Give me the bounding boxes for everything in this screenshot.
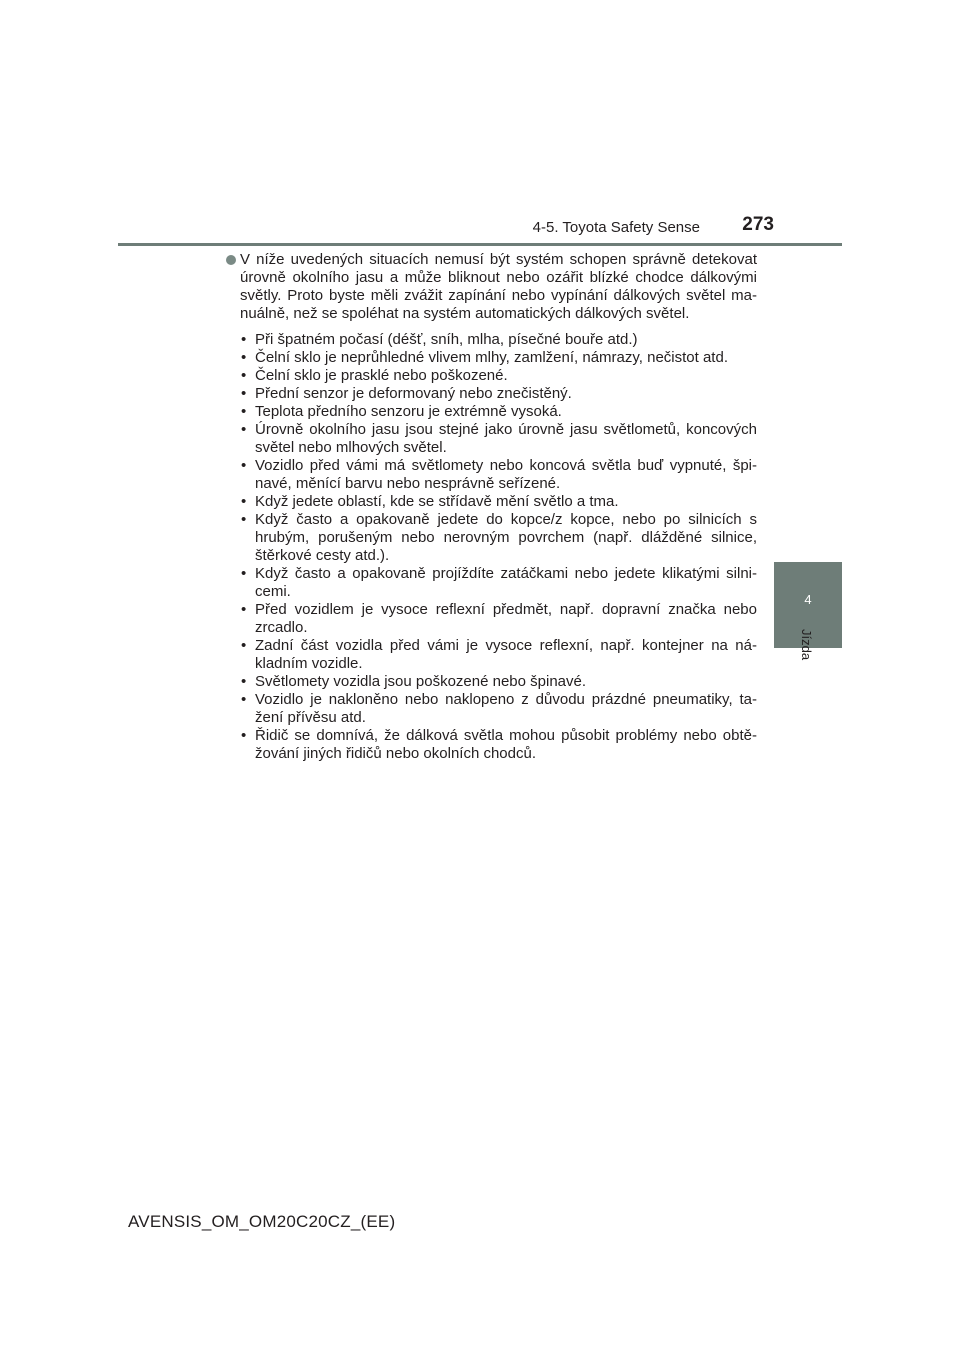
bullet-icon: •: [241, 727, 247, 744]
chapter-number: 4: [804, 592, 812, 607]
main-content: [226, 251, 757, 763]
list-item: [240, 457, 757, 493]
list-item-text: Když často a opakovaně projíždíte zatáčkami nebo jedete klikatými silni-cemi.: [255, 565, 757, 600]
bullet-icon: •: [241, 421, 247, 438]
note-paragraph: [226, 251, 757, 323]
note-text: V níže uvedených situacích nemusí být systém schopen správně detekovat úrovně okolního jasu a může bliknout nebo ozářit blízké chodce dálkovými světly. Proto byste měli zvážit zapínání nebo vypínání dálkových světel ma-nuálně, než se spoléhat na systém automatických dálkových světel.: [240, 251, 757, 322]
page-number: 273: [742, 214, 774, 235]
list-item-text: Světlomety vozidla jsou poškozené nebo špinavé.: [255, 673, 587, 690]
list-item-text: Čelní sklo je prasklé nebo poškozené.: [255, 367, 508, 384]
note-bullet-icon: [226, 255, 236, 265]
list-item: [240, 727, 757, 763]
list-item-text: Čelní sklo je neprůhledné vlivem mlhy, zamlžení, námrazy, nečistot atd.: [255, 349, 728, 366]
bullet-icon: •: [241, 403, 247, 420]
list-item-text: Při špatném počasí (déšť, sníh, mlha, písečné bouře atd.): [255, 331, 638, 348]
bullet-icon: •: [241, 637, 247, 654]
list-item-text: Když často a opakovaně jedete do kopce/z kopce, nebo po silnicích s hrubým, porušeným nebo nerovným povrchem (např. dlážděné silnice, štěrkové cesty atd.).: [255, 511, 757, 564]
list-item: [240, 601, 757, 637]
bullet-icon: •: [241, 673, 247, 690]
list-item: [240, 565, 757, 601]
header-divider: [118, 243, 842, 246]
bullet-icon: •: [241, 493, 247, 510]
bullet-icon: •: [241, 457, 247, 474]
list-item-text: Před vozidlem je vysoce reflexní předmět, např. dopravní značka nebo zrcadlo.: [255, 601, 757, 636]
list-item-text: Zadní část vozidla před vámi je vysoce reflexní, např. kontejner na ná-kladním vozidle.: [255, 637, 757, 672]
list-item: [240, 691, 757, 727]
list-item: [240, 367, 757, 385]
list-item: [240, 403, 757, 421]
chapter-title: Jízda: [799, 629, 814, 661]
bullet-icon: •: [241, 349, 247, 366]
bullet-icon: •: [241, 691, 247, 708]
list-item: [240, 493, 757, 511]
bullet-icon: •: [241, 511, 247, 528]
list-item: [240, 349, 757, 367]
conditions-list: [226, 331, 757, 763]
list-item: [240, 511, 757, 565]
bullet-icon: •: [241, 565, 247, 582]
bullet-icon: •: [241, 367, 247, 384]
list-item-text: Přední senzor je deformovaný nebo znečistěný.: [255, 385, 572, 402]
list-item-text: Teplota předního senzoru je extrémně vysoká.: [255, 403, 562, 420]
section-title: 4-5. Toyota Safety Sense: [532, 219, 700, 236]
list-item-text: Řidič se domnívá, že dálková světla mohou působit problémy nebo obtě-žování jiných řidičů nebo okolních chodců.: [255, 727, 757, 762]
list-item-text: Vozidlo je nakloněno nebo naklopeno z důvodu prázdné pneumatiky, ta-žení přívěsu atd.: [255, 691, 757, 726]
list-item: [240, 637, 757, 673]
bullet-icon: •: [241, 385, 247, 402]
list-item-text: Úrovně okolního jasu jsou stejné jako úrovně jasu světlometů, koncových světel nebo mlhových světel.: [255, 421, 757, 456]
bullet-icon: •: [241, 331, 247, 348]
list-item: [240, 421, 757, 457]
list-item: [240, 673, 757, 691]
list-item-text: Vozidlo před vámi má světlomety nebo koncová světla buď vypnuté, špi-navé, měnící barvu nebo nesprávně seřízené.: [255, 457, 757, 492]
list-item: [240, 331, 757, 349]
document-code: AVENSIS_OM_OM20C20CZ_(EE): [128, 1212, 396, 1231]
bullet-icon: •: [241, 601, 247, 618]
list-item: [240, 385, 757, 403]
list-item-text: Když jedete oblastí, kde se střídavě mění světlo a tma.: [255, 493, 619, 510]
